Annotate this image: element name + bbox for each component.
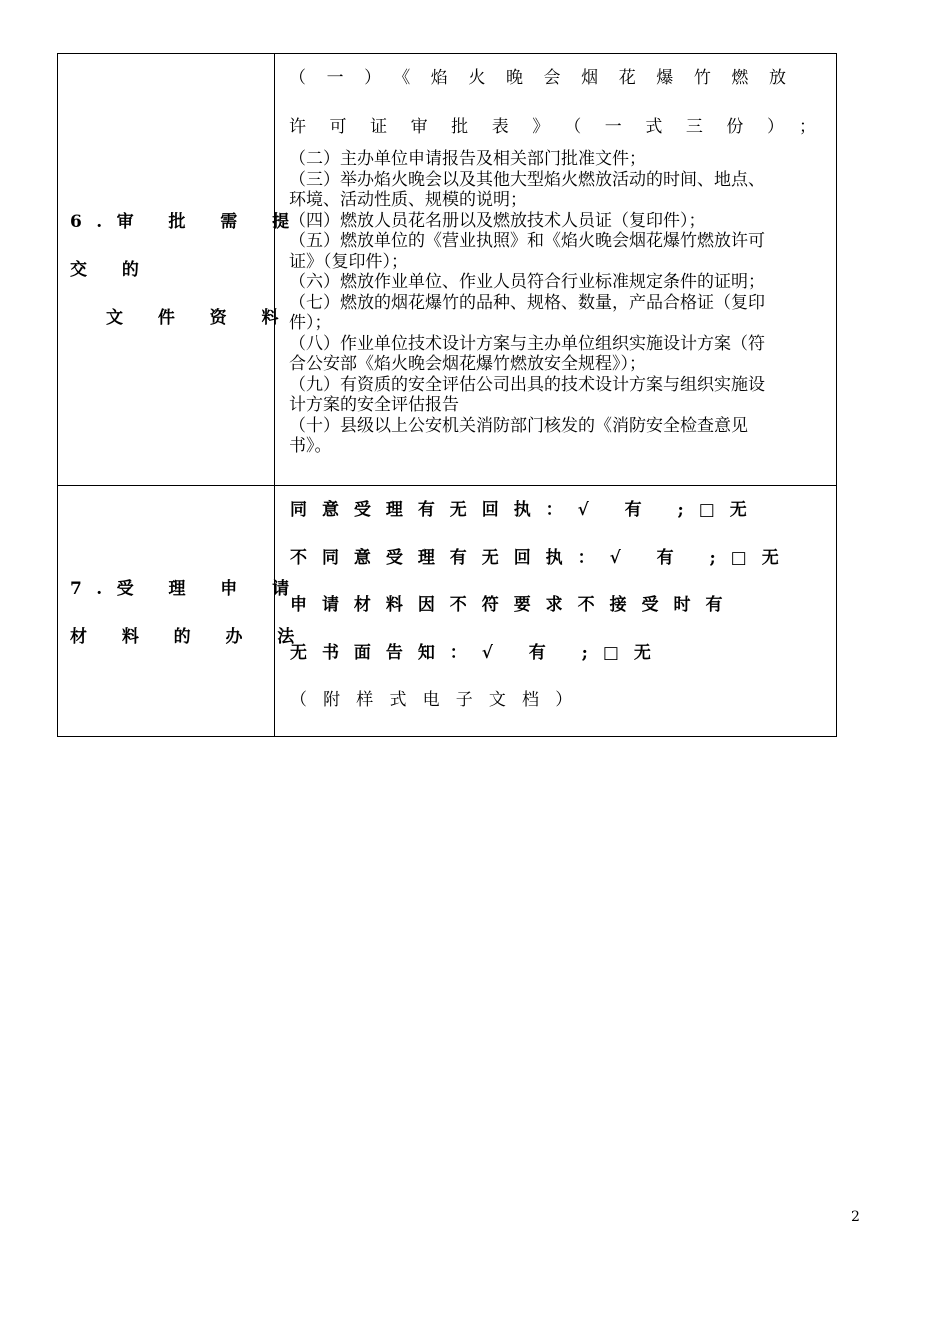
notice-option-line: 申请材料因不符要求不接受时有 [290,595,738,615]
row6-label-line: 交 的 [70,260,154,280]
notice-option-line: 无书面告知：√ 有 ;□无 [290,642,666,663]
table-row [58,54,837,486]
page-number: 2 [851,1209,860,1225]
document-item: 书》。 [289,436,332,456]
document-item: （四）燃放人员花名册以及燃放技术人员证（复印件）； [289,210,706,231]
document-item: （一）《焰火晚会烟花爆竹燃放 [289,68,786,88]
table-row [58,486,837,737]
receipt-option-line: 不同意受理有无回执：√ 有 ;□无 [290,547,794,568]
document-item: （三）举办焰火晚会以及其他大型焰火燃放活动的时间、地点、 [289,169,765,190]
document-item: 证》（复印件）； [289,251,408,272]
document-item: （九）有资质的安全评估公司出具的技术设计方案与组织实施设 [289,374,765,395]
row6-content-cell [275,54,837,486]
row6-label-line: 6.审 批 需 提 [70,212,304,232]
row7-content-cell [275,486,837,737]
row7-label-line: 7.受 理 申 请 [70,579,304,599]
approval-form-table [57,53,837,737]
row7-label-line: 材 料 的 办 法 [70,627,309,647]
document-item: 件）； [289,313,332,333]
document-item: （五）燃放单位的《营业执照》和《焰火晚会烟花爆竹燃放许可 [289,231,765,251]
document-item: 环境、活动性质、规模的说明； [289,190,527,210]
document-item: 合公安部《焰火晚会烟花爆竹燃放安全规程》）； [289,354,646,374]
document-item: （二）主办单位申请报告及相关部门批准文件； [289,149,646,169]
receipt-option-line: 同意受理有无回执：√ 有 ;□无 [290,500,762,520]
document-item: （十）县级以上公安机关消防部门核发的《消防安全检查意见 [289,415,748,436]
document-item: （六）燃放作业单位、作业人员符合行业标准规定条件的证明； [289,272,765,292]
document-item: （八）作业单位技术设计方案与主办单位组织实施设计方案（符 [289,333,765,354]
row6-label-cell [58,54,304,486]
document-item: （七）燃放的烟花爆竹的品种、规格、数量，产品合格证（复印 [289,292,765,313]
document-item: 计方案的安全评估报告 [289,395,459,415]
row6-label-line: 文 件 资 料 [106,308,293,328]
document-item: 许可证审批表》（一式三份）； [289,117,816,137]
row7-label-cell [58,486,309,737]
attachment-note: （附样式电子文档） [290,690,589,710]
